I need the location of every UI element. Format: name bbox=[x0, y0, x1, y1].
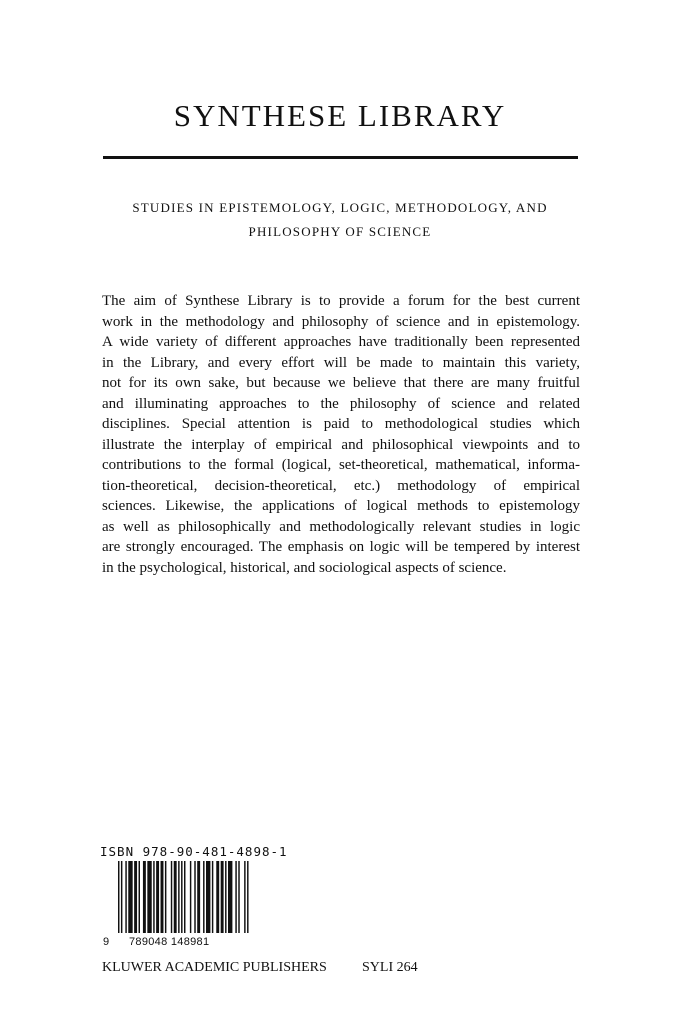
barcode-bar bbox=[206, 861, 210, 933]
barcode-bar bbox=[143, 861, 146, 933]
barcode-bar bbox=[238, 861, 239, 933]
barcode-bar bbox=[247, 861, 248, 933]
barcode-bar bbox=[128, 861, 132, 933]
barcode-bar bbox=[244, 861, 245, 933]
subtitle-line: STUDIES IN EPISTEMOLOGY, LOGIC, METHODOLOGY, AND bbox=[132, 200, 548, 215]
blurb-line: illustrate the interplay of empirical and philosophical viewpoints and to bbox=[102, 436, 580, 453]
barcode-bar bbox=[171, 861, 172, 933]
barcode-bar bbox=[181, 861, 182, 933]
barcode-bar bbox=[221, 861, 224, 933]
barcode-bar bbox=[134, 861, 137, 933]
barcode-bar bbox=[165, 861, 166, 933]
barcode-bar bbox=[203, 861, 204, 933]
blurb-line: and illuminating approaches to the philosophy of science and related bbox=[102, 395, 580, 412]
barcode-number: 789048 148981 bbox=[129, 936, 210, 948]
publisher-name: KLUWER ACADEMIC PUBLISHERS bbox=[102, 960, 327, 975]
barcode-bar bbox=[184, 861, 185, 933]
series-subtitle bbox=[80, 196, 600, 244]
isbn-label: ISBN 978-90-481-4898-1 bbox=[100, 844, 288, 859]
series-title: SYNTHESE LIBRARY bbox=[173, 98, 507, 133]
blurb-line: are strongly encouraged. The emphasis on logic will be tempered by interest bbox=[102, 539, 580, 555]
barcode-bar bbox=[197, 861, 200, 933]
barcode-bar bbox=[235, 861, 236, 933]
subtitle-line: PHILOSOPHY OF SCIENCE bbox=[248, 224, 432, 239]
blurb-line: The aim of Synthese Library is to provide a forum for the best current bbox=[102, 293, 580, 309]
blurb-line: A wide variety of different approaches have traditionally been represented bbox=[102, 334, 580, 350]
blurb-line: sciences. Likewise, the applications of logical methods to epistemology bbox=[102, 498, 580, 514]
blurb-line: not for its own sake, but because we believe that there are many fruitful bbox=[102, 375, 580, 391]
series-description bbox=[102, 291, 580, 578]
blurb-line: in the psychological, historical, and sociological aspects of science. bbox=[102, 559, 507, 576]
barcode-bar bbox=[228, 861, 232, 933]
barcode-bar bbox=[161, 861, 164, 933]
barcode-bar bbox=[156, 861, 159, 933]
barcode-bar bbox=[216, 861, 219, 933]
barcode-bar bbox=[178, 861, 179, 933]
blurb-line: as well as philosophically and methodologically relevant studies in logic bbox=[102, 518, 580, 535]
barcode-bar bbox=[174, 861, 177, 933]
blurb-line: disciplines. Special attention is paid to methodological studies which bbox=[102, 416, 580, 432]
blurb-line: in the Library, and every effort will be made to maintain this variety, bbox=[102, 354, 580, 371]
barcode-bar bbox=[121, 861, 122, 933]
barcode-bar bbox=[225, 861, 226, 933]
barcode-bar bbox=[147, 861, 151, 933]
barcode-bar bbox=[212, 861, 213, 933]
barcode-bar bbox=[190, 861, 191, 933]
title-rule bbox=[103, 156, 578, 159]
blurb-line: contributions to the formal (logical, set-theoretical, mathematical, informa- bbox=[102, 457, 580, 473]
blurb-line: tion-theoretical, decision-theoretical, etc.) methodology of empirical bbox=[102, 477, 580, 494]
barcode-bar bbox=[194, 861, 195, 933]
series-code: SYLI 264 bbox=[362, 960, 418, 975]
barcode-bar bbox=[153, 861, 154, 933]
barcode-bar bbox=[125, 861, 126, 933]
barcode-bar bbox=[139, 861, 140, 933]
blurb-line: work in the methodology and philosophy of science and in epistemology. bbox=[102, 313, 580, 330]
barcode-first-digit: 9 bbox=[103, 936, 110, 948]
barcode-bar bbox=[118, 861, 119, 933]
isbn-barcode bbox=[118, 861, 250, 933]
